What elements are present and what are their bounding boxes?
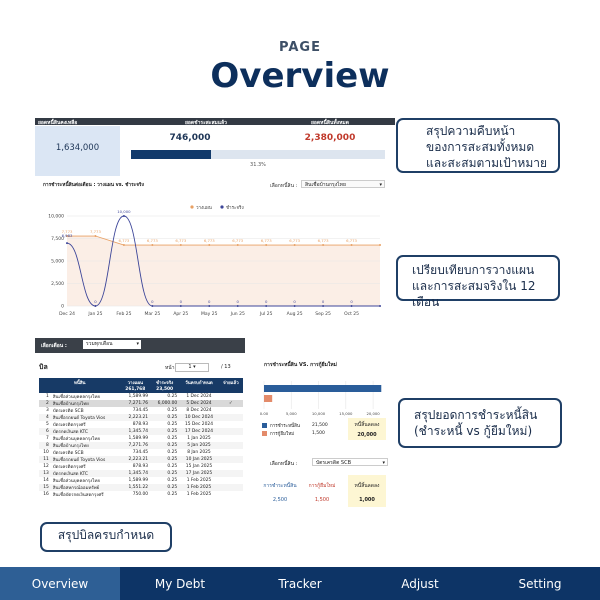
page-total: / 13 — [221, 364, 231, 370]
table-row[interactable] — [39, 449, 243, 456]
nav-my-debt[interactable]: My Debt — [154, 576, 206, 591]
nav-adjust[interactable]: Adjust — [401, 576, 439, 591]
row-plan: 734.45 — [132, 449, 149, 455]
x-tick-label: Feb 25 — [116, 312, 132, 317]
row-due: 1 Feb 2025 — [186, 491, 212, 497]
plan-point — [208, 244, 210, 246]
plan-point — [294, 244, 296, 246]
callout-line: (ชำระหนี้ vs กู้ยืมใหม่) — [414, 424, 533, 438]
repay-bar — [264, 385, 381, 392]
row-actual: 0.25 — [167, 477, 178, 483]
row-index: 3 — [46, 407, 49, 413]
repay-legend — [262, 421, 342, 437]
chevron-down-icon: ▾ — [382, 460, 385, 466]
row-index: 12 — [43, 463, 49, 469]
row-actual: 0.25 — [167, 435, 178, 441]
legend-label: การกู้ยืมใหม่ — [270, 431, 295, 437]
actual-data-label: 10,000 — [117, 209, 131, 214]
row-plan: 734.45 — [132, 407, 149, 413]
row-actual: 0.25 — [167, 414, 178, 420]
legend-plan-marker — [190, 205, 193, 208]
col-paid: จ่ายแล้ว — [223, 380, 239, 386]
actual-data-label: 0 — [151, 299, 154, 304]
row-index: 1 — [46, 393, 49, 399]
row-index: 8 — [46, 442, 49, 448]
plan-data-label: 7,773 — [61, 229, 73, 235]
row-debt: สินเชื่อบ้านกรุงไทย — [52, 401, 89, 407]
actual-point — [265, 305, 267, 307]
plan-area — [67, 236, 380, 306]
row-debt: สินเชื่อสหกรณ์ออมทรัพย์ — [52, 485, 100, 491]
row-index: 6 — [46, 428, 49, 434]
row-plan: 7,271.76 — [128, 400, 149, 406]
legend-swatch — [262, 431, 267, 436]
actual-point — [66, 242, 68, 244]
plan-data-label: 6,773 — [317, 238, 329, 244]
row-plan: 2,223.21 — [128, 456, 149, 462]
detail-val-balance: 1,000 — [359, 497, 375, 503]
row-paid[interactable] — [219, 393, 243, 400]
balance-value: 20,000 — [357, 432, 377, 438]
row-plan: 750.00 — [132, 491, 149, 497]
table-row[interactable] — [39, 484, 243, 491]
detail-select-label: เลือกหนี้สิน : — [270, 461, 298, 467]
row-index: 5 — [46, 421, 49, 427]
table-row[interactable] — [39, 442, 243, 449]
table-row[interactable] — [39, 400, 243, 407]
row-index: 13 — [43, 470, 49, 476]
legend-label: การชำระหนี้สิน — [270, 423, 300, 429]
actual-data-label: 6,983 — [61, 233, 73, 239]
row-due: 15 Jan 2025 — [185, 463, 213, 469]
row-plan: 1,345.74 — [128, 428, 149, 434]
line-chart — [35, 188, 395, 320]
callout-plan-vs-actual — [396, 255, 560, 309]
page-current: 1 — [188, 364, 192, 370]
progress-text: 31.3% — [250, 162, 266, 168]
x-tick-label: 15,000 — [339, 411, 353, 416]
row-paid[interactable] — [219, 428, 243, 435]
row-debt: สินเชื่อรถยนต์ Toyota Vios — [52, 457, 106, 463]
repay-chart-panel — [256, 355, 396, 447]
row-paid[interactable] — [219, 414, 243, 421]
row-debt: สินเชื่อรถยนต์ Toyota Vios — [52, 415, 106, 421]
plan-data-label: 6,773 — [118, 238, 130, 244]
legend-value: 1,500 — [312, 430, 325, 436]
page-label: หน้า — [165, 365, 175, 371]
table-row[interactable] — [39, 393, 243, 400]
row-plan: 1,589.99 — [128, 393, 149, 399]
row-debt: สินเชื่อบัตรกดเงินสดกรุงศรี — [52, 492, 104, 498]
row-paid[interactable] — [219, 407, 243, 414]
callout-line: และการสะสมจริงใน 12 เดือน — [412, 279, 536, 309]
actual-data-label: 0 — [179, 299, 183, 304]
month-select[interactable] — [83, 340, 141, 349]
table-row[interactable] — [39, 407, 243, 414]
row-actual: 0.25 — [167, 442, 178, 448]
y-tick-label: 7,500 — [51, 237, 64, 242]
callout-line: สรุปยอดการชำระหนี้สิน — [414, 408, 538, 422]
detail-select-value: บัตรเครดิต SCB — [316, 460, 352, 466]
row-index: 16 — [43, 491, 49, 497]
actual-point — [94, 305, 96, 307]
actual-data-label: 0 — [264, 299, 268, 304]
actual-point — [237, 305, 239, 307]
callout-line: และสะสมตามเป้าหมาย — [426, 156, 548, 170]
bills-title: บิล — [39, 363, 48, 371]
callout-bills-due — [40, 522, 172, 552]
nav-overview[interactable]: Overview — [0, 567, 120, 600]
row-debt: บัตรเครดิตกรุงศรี — [52, 464, 86, 470]
row-index: 7 — [46, 435, 49, 441]
detail-col-balance: หนี้สิ้นลดลง — [354, 483, 380, 489]
detail-col-repay: การชำระหนี้สิน — [263, 483, 297, 489]
plan-data-label: 6,773 — [260, 238, 272, 244]
actual-data-label: 0 — [208, 299, 211, 304]
goal-label: ยอดหนี้สินทั้งหมด — [311, 119, 349, 126]
col-actual: ชำระจริง — [156, 380, 174, 386]
actual-data-label: 0 — [94, 299, 97, 304]
row-due: 10 Dec 2024 — [184, 414, 213, 420]
col-plan: วางแผน — [127, 380, 144, 386]
repay-bar — [264, 395, 272, 402]
plan-point — [180, 244, 182, 246]
row-actual: 0.25 — [167, 449, 178, 455]
debt-select[interactable] — [301, 180, 385, 188]
row-plan: 7,271.76 — [128, 442, 149, 448]
row-debt: บัตรกดเงินสด KTC — [52, 429, 88, 435]
line-chart-title: การชำระหนี้สินต่อเดือน : วางแผน vs. ชำระจริง — [43, 183, 144, 188]
x-tick-label: Jan 25 — [88, 312, 103, 317]
x-tick-label: 20,000 — [366, 411, 380, 416]
actual-data-label: 0 — [321, 299, 325, 304]
table-row[interactable] — [39, 470, 243, 477]
x-tick-label: 5,000 — [285, 411, 297, 416]
goal-value: 2,380,000 — [304, 133, 356, 143]
row-index: 11 — [43, 456, 49, 462]
actual-point — [151, 305, 153, 307]
plan-data-label: 6,773 — [346, 238, 357, 244]
progress-track — [131, 150, 385, 159]
row-paid[interactable] — [219, 456, 243, 463]
table-row[interactable] — [39, 463, 243, 470]
plan-point — [265, 244, 267, 246]
row-due: 15 Dec 2024 — [184, 421, 213, 427]
row-debt: บัตรเครดิตกรุงศรี — [52, 422, 86, 428]
col-debt: หนี้สิน — [73, 380, 86, 386]
x-tick-label: Jun 25 — [230, 312, 245, 317]
y-tick-label: 0 — [61, 304, 64, 310]
table-row[interactable] — [39, 421, 243, 428]
actual-data-label: 0 — [293, 299, 296, 304]
row-actual: 0.25 — [167, 407, 178, 413]
actual-point — [379, 305, 381, 307]
row-paid[interactable]: ✓ — [229, 400, 233, 406]
paid-value: 746,000 — [169, 133, 211, 143]
legend-actual-label: ชำระจริง — [226, 206, 244, 211]
row-paid[interactable] — [219, 491, 243, 498]
plan-data-label: 7,773 — [90, 229, 101, 235]
plan-data-label: 6,773 — [232, 238, 244, 244]
row-actual: 0.25 — [167, 456, 178, 462]
table-row[interactable] — [39, 428, 243, 435]
page-title: Overview — [210, 56, 390, 96]
row-due: 5 Jan 2025 — [187, 442, 211, 448]
legend-row — [262, 421, 342, 429]
y-tick-label: 2,500 — [51, 282, 64, 287]
row-plan: 1,589.99 — [128, 435, 149, 441]
actual-data-label: 0 — [236, 299, 239, 304]
detail-val-borrow: 1,500 — [314, 497, 330, 503]
legend-plan-label: วางแผน — [196, 206, 212, 211]
row-due: 8 Jan 2025 — [187, 449, 211, 455]
row-actual: 0.25 — [167, 421, 178, 427]
bills-panel — [35, 338, 245, 513]
plan-point — [379, 244, 381, 246]
line-chart-panel — [35, 178, 395, 320]
month-select-value: รวมทุกเดือน — [86, 341, 113, 347]
col-due: วันครบกำหนด — [185, 380, 213, 386]
legend-row — [262, 429, 342, 437]
x-tick-label: 0.00 — [259, 411, 269, 416]
nav-tracker[interactable]: Tracker — [278, 576, 322, 591]
plan-point — [237, 244, 239, 246]
plan-point — [94, 235, 96, 237]
row-plan: 878.93 — [132, 463, 149, 469]
total-debt-label: ยอดหนี้สินคงเหลือ — [38, 119, 78, 126]
detail-col-borrow: การกู้ยืมใหม่ — [308, 483, 336, 489]
page-input[interactable]: 1 ▾ — [175, 363, 209, 372]
callout-line: สรุปบิลครบกำหนด — [57, 528, 155, 542]
bills-table — [39, 378, 243, 498]
row-debt: สินเชื่อบ้านกรุงไทย — [52, 443, 89, 449]
total-actual: 23,500 — [156, 386, 174, 392]
row-due: 1 Dec 2024 — [186, 393, 212, 399]
row-plan: 1,589.99 — [128, 477, 149, 483]
legend-value: 21,500 — [312, 422, 328, 428]
row-actual: 6,000.00 — [157, 400, 178, 406]
row-index: 4 — [46, 414, 49, 420]
table-row[interactable] — [39, 477, 243, 484]
row-plan: 878.93 — [132, 421, 149, 427]
row-due: 1 Jan 2025 — [187, 435, 211, 441]
debt-select-label: เลือกหนี้สิน : — [270, 183, 298, 189]
row-actual: 0.25 — [167, 470, 178, 476]
plan-data-label: 6,773 — [203, 238, 215, 244]
table-row[interactable] — [39, 491, 243, 498]
callout-line: สรุปความคืบหน้า — [426, 124, 516, 138]
row-actual: 0.25 — [167, 428, 178, 434]
balance-label: หนี้สิ้นลดลง — [354, 422, 380, 428]
row-actual: 0.25 — [167, 491, 178, 497]
x-tick-label: May 25 — [201, 312, 218, 317]
row-paid[interactable] — [219, 463, 243, 470]
table-row[interactable] — [39, 435, 243, 442]
balance-box — [348, 418, 386, 440]
debt-select-value: สินเชื่อบ้านกรุงไทย — [305, 182, 346, 188]
progress-fill — [131, 150, 211, 159]
summary-panel — [35, 118, 395, 178]
chevron-down-icon: ▾ — [136, 341, 139, 347]
plan-data-label: 6,773 — [175, 238, 187, 244]
actual-point — [123, 215, 125, 217]
row-plan: 1,551.22 — [128, 484, 149, 490]
repay-chart-title: การชำระหนี้สิน VS. การกู้ยืมใหม่ — [264, 362, 337, 368]
row-paid[interactable] — [219, 421, 243, 428]
row-due: 1 Feb 2025 — [186, 484, 212, 490]
plan-data-label: 6,773 — [289, 238, 301, 244]
callout-line: เปรียบเทียบการวางแผน — [412, 263, 535, 277]
row-debt: บัตรเครดิต SCB — [52, 408, 84, 414]
row-index: 10 — [43, 449, 49, 455]
x-tick-label: Aug 25 — [286, 312, 303, 317]
actual-data-label: 0 — [350, 299, 353, 304]
row-actual: 0.25 — [167, 393, 178, 399]
row-actual: 0.25 — [167, 484, 178, 490]
row-index: 2 — [46, 400, 49, 406]
x-tick-label: Dec 24 — [59, 312, 75, 317]
table-row[interactable] — [39, 456, 243, 463]
detail-val-repay: 2,500 — [272, 497, 288, 503]
plan-point — [151, 244, 153, 246]
callout-progress-summary — [396, 118, 560, 173]
bottom-nav — [0, 567, 600, 600]
actual-point — [351, 305, 353, 307]
debt-detail-panel — [256, 455, 396, 513]
row-paid[interactable] — [219, 484, 243, 491]
table-row[interactable] — [39, 414, 243, 421]
page-label: PAGE — [279, 40, 321, 55]
actual-point — [294, 305, 296, 307]
actual-point — [208, 305, 210, 307]
callout-line: ของการสะสมทั้งหมด — [426, 140, 535, 154]
actual-point — [180, 305, 182, 307]
x-tick-label: Oct 25 — [344, 312, 360, 317]
row-paid[interactable] — [219, 470, 243, 477]
row-due: 17 Dec 2024 — [184, 428, 213, 434]
row-actual: 0.25 — [167, 463, 178, 469]
row-plan: 2,223.21 — [128, 414, 149, 420]
total-debt-value: 1,634,000 — [55, 143, 100, 153]
x-tick-label: Mar 25 — [144, 312, 161, 317]
x-tick-label: 10,000 — [311, 411, 326, 416]
callout-repay-vs-borrow — [398, 398, 562, 448]
detail-select[interactable] — [312, 458, 388, 466]
row-due: 10 Jan 2025 — [185, 456, 213, 462]
legend-swatch — [262, 423, 267, 428]
nav-setting[interactable]: Setting — [518, 576, 562, 591]
y-tick-label: 10,000 — [48, 214, 64, 220]
row-plan: 1,345.74 — [128, 470, 149, 476]
row-debt: บัตรกดเงินสด KTC — [52, 471, 88, 477]
plan-data-label: 6,773 — [146, 238, 158, 244]
x-tick-label: Sep 25 — [315, 312, 331, 317]
row-index: 15 — [43, 484, 49, 490]
plan-point — [322, 244, 324, 246]
row-index: 14 — [43, 477, 49, 483]
chevron-down-icon: ▾ — [379, 182, 382, 188]
total-plan: 261,768 — [125, 386, 146, 392]
actual-point — [322, 305, 324, 307]
x-tick-label: Apr 25 — [173, 312, 189, 317]
x-tick-label: Jul 25 — [259, 312, 273, 317]
paid-label: ยอดชำระสะสมแล้ว — [185, 119, 227, 126]
row-debt: สินเชื่อส่วนบุคคลกรุงไทย — [52, 436, 100, 442]
row-due: 17 Jan 2025 — [185, 470, 213, 476]
y-tick-label: 5,000 — [51, 259, 64, 265]
month-select-label: เลือกเดือน : — [41, 343, 67, 349]
row-debt: สินเชื่อส่วนบุคคลกรุงไทย — [52, 394, 100, 400]
row-debt: สินเชื่อส่วนบุคคลกรุงไทย — [52, 478, 100, 484]
row-due: 8 Dec 2024 — [186, 407, 212, 413]
plan-point — [351, 244, 353, 246]
row-paid[interactable] — [219, 449, 243, 456]
row-paid[interactable] — [219, 442, 243, 449]
legend-actual-marker — [220, 205, 223, 208]
row-paid[interactable] — [219, 435, 243, 442]
row-paid[interactable] — [219, 477, 243, 484]
row-due: 1 Feb 2025 — [186, 477, 212, 483]
row-debt: บัตรเครดิต SCB — [52, 450, 84, 456]
plan-point — [123, 244, 125, 246]
row-due: 5 Dec 2024 — [186, 400, 212, 406]
